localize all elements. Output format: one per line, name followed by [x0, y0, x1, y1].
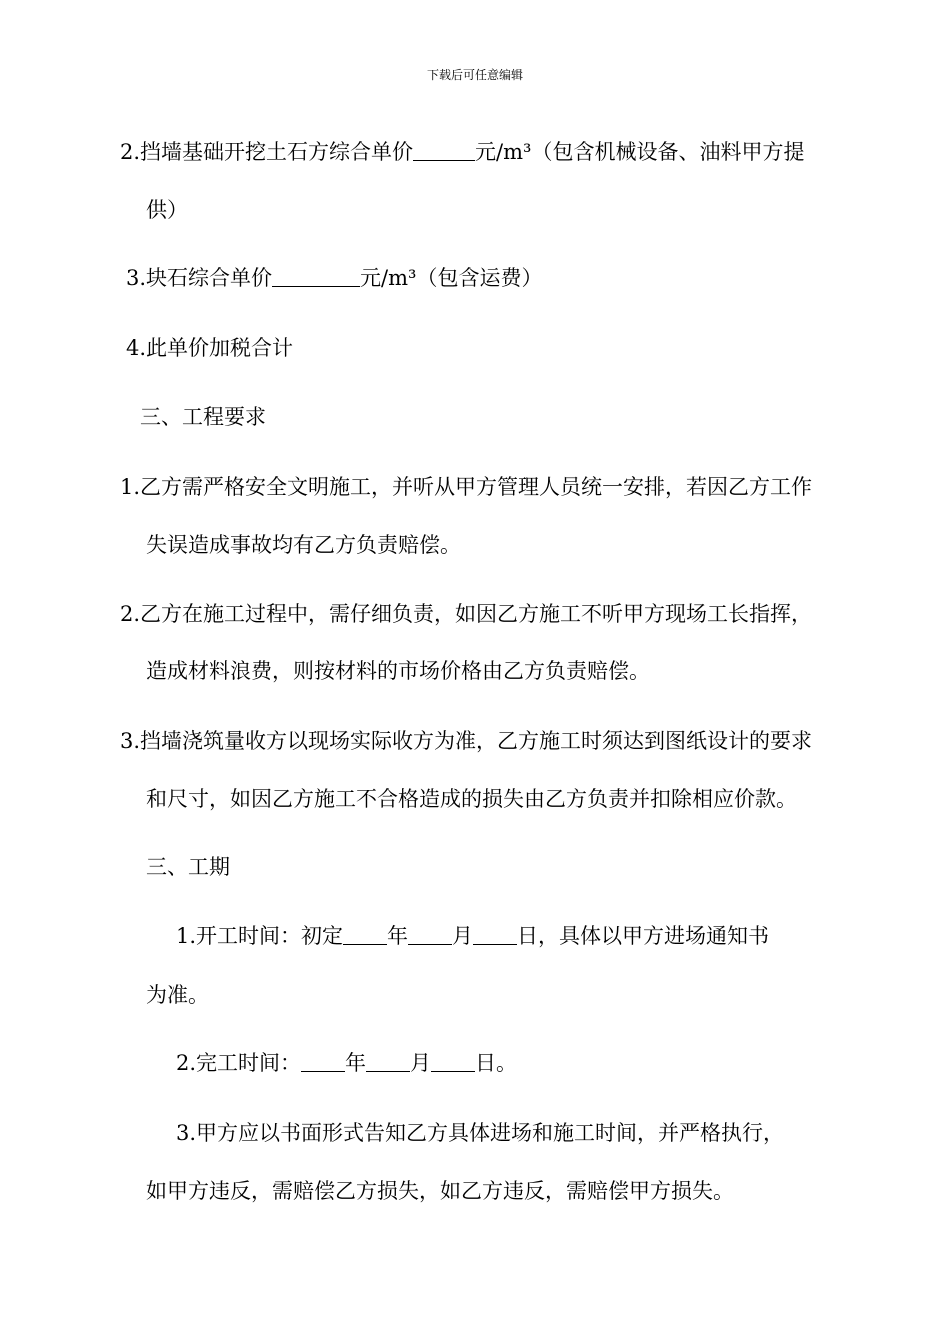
blank-underline [408, 924, 452, 945]
blank-underline [301, 1051, 345, 1072]
blank-underline [272, 266, 360, 287]
month-label: 月 [452, 924, 474, 948]
price-item-2-text: 2.挡墙基础开挖土石方综合单价 [120, 140, 414, 164]
year-label: 年 [387, 924, 409, 948]
price-item-3-unit: 元/m³（包含运费） [360, 266, 543, 290]
section-heading-requirements: 三、工程要求 [140, 405, 266, 429]
blank-underline [343, 924, 387, 945]
page-header: 下载后可任意编辑 [426, 68, 523, 82]
schedule-start-cont: 为准。 [146, 983, 209, 1007]
requirement-1-cont: 失误造成事故均有乙方负责赔偿。 [146, 533, 461, 557]
schedule-notice-cont: 如甲方违反，需赔偿乙方损失，如乙方违反，需赔偿甲方损失。 [146, 1179, 734, 1203]
requirement-2-cont: 造成材料浪费，则按材料的市场价格由乙方负责赔偿。 [146, 659, 650, 683]
blank-underline [366, 1051, 410, 1072]
price-item-2 [120, 138, 804, 166]
price-item-3-text: 3.块石综合单价 [126, 266, 273, 290]
schedule-notice: 3.甲方应以书面形式告知乙方具体进场和施工时间，并严格执行， [176, 1121, 785, 1145]
day-label: 日。 [475, 1051, 518, 1075]
requirement-2: 2.乙方在施工过程中，需仔细负责，如因乙方施工不听甲方现场工长指挥， [120, 602, 813, 626]
requirement-3-cont: 和尺寸，如因乙方施工不合格造成的损失由乙方负责并扣除相应价款。 [146, 787, 797, 811]
requirement-3: 3.挡墙浇筑量收方以现场实际收方为准，乙方施工时须达到图纸设计的要求 [120, 729, 813, 753]
year-label: 年 [345, 1051, 367, 1075]
price-item-2-cont: 供） [146, 198, 188, 222]
schedule-start-label: 1.开工时间：初定 [176, 924, 344, 948]
schedule-end [176, 1049, 517, 1077]
schedule-start [176, 922, 769, 950]
blank-underline [431, 1051, 475, 1072]
blank-underline [413, 140, 475, 161]
blank-underline [473, 924, 517, 945]
price-item-4: 4.此单价加税合计 [126, 336, 294, 360]
schedule-end-label: 2.完工时间： [176, 1051, 302, 1075]
price-item-2-unit: 元/m³（包含机械设备、油料甲方提 [475, 140, 805, 164]
day-label: 日，具体以甲方进场通知书 [517, 924, 770, 948]
price-item-3 [126, 264, 542, 292]
requirement-1: 1.乙方需严格安全文明施工，并听从甲方管理人员统一安排，若因乙方工作 [120, 475, 813, 499]
month-label: 月 [410, 1051, 432, 1075]
section-heading-schedule: 三、工期 [146, 855, 230, 879]
